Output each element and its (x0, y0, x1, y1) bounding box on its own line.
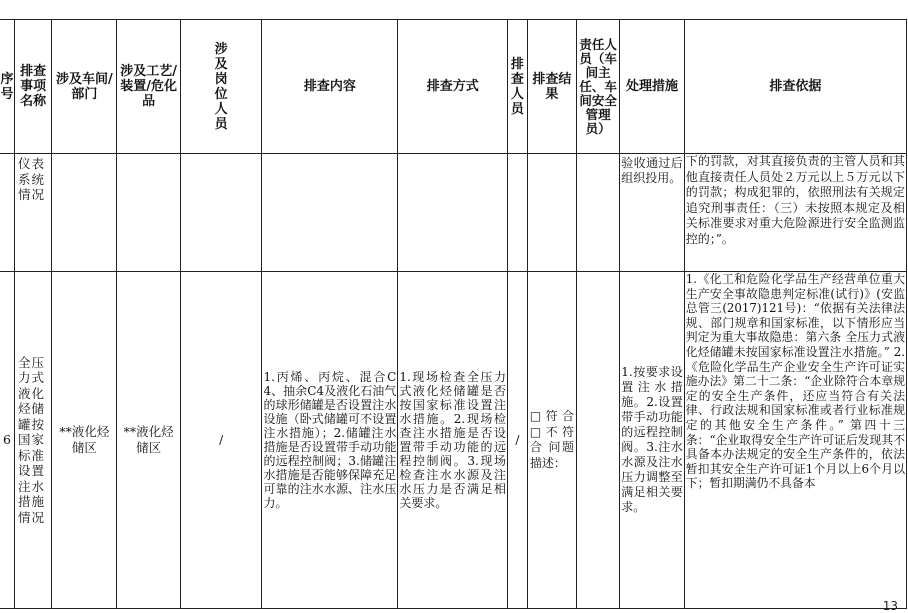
row1-measure: 验收通过后组织投用。 (620, 154, 685, 272)
row2-content: 1.丙烯、丙烷、混合C4、抽余C4及液化石油气的球形储罐是否设置注水设施（卧式储罐可不设置注水措施）；2.储罐注水措施是否设置带手动功能的远程控制阀；3.储罐注水措施是否能够保障充足可靠的注水水源、注水压力。 (262, 272, 398, 609)
row2-item: 全压力式液化烃储罐按国家标准设置注水措施情况 (14, 272, 51, 609)
row2-seq: 6 (0, 272, 14, 609)
table-row (0, 154, 907, 272)
header-responsible: 责任人员（车间主任、车间安全管理员） (577, 20, 620, 154)
header-method: 排查方式 (398, 20, 508, 154)
table-row (0, 272, 907, 609)
row2-responsible (577, 272, 620, 609)
header-workshop: 涉及车间/部门 (52, 20, 117, 154)
row1-workshop (52, 154, 117, 272)
row2-basis: 1.《化工和危险化学品生产经营单位重大生产安全事故隐患判定标准(试行)》(安监总管三(2017)121号)：“依据有关法律法规、部门规章和国家标准，以下情形应当判定为重大事故隐患：第六条 全压力式液化烃储罐未按国家标准设置注水措施。” 2.《危险化学品生产企业安全生产许可证实施办法》第二十二条：“企业除符合本章规定的安全生产条件，还应当符合有关法律、行政法规和国家标准或者行业标准规定的其他安全生产条件。” 第四十三条：“企业取得安全生产许可证后发现其不具备本办法规定的安全生产条件的，依法暂扣其安全生产许可证1个月以上6个月以下；暂扣期满仍不具备本 (684, 272, 906, 609)
header-post: 涉及岗位人员 (180, 20, 262, 154)
row1-post (180, 154, 262, 272)
inspection-table (0, 19, 907, 609)
header-seq: 序号 (0, 20, 14, 154)
header-person: 排查人员 (508, 20, 528, 154)
row2-result: □符合 □不符合 问题描述： (527, 272, 576, 609)
row2-measure: 1.按要求设置注水措施。2.设置带手动功能的远程控制阀。3.注水水源及注水压力调整至满足相关要求。 (620, 272, 685, 609)
row1-content (262, 154, 398, 272)
page-number: 13 (882, 599, 898, 613)
row1-person (508, 154, 528, 272)
row2-person: / (508, 272, 528, 609)
header-process: 涉及工艺/装置/危化品 (117, 20, 180, 154)
row1-seq (0, 154, 14, 272)
header-result: 排查结果 (527, 20, 576, 154)
row2-workshop: **液化烃储区 (52, 272, 117, 609)
row1-basis: 下的罚款，对其直接负责的主管人员和其他直接责任人员处２万元以上５万元以下的罚款；构成犯罪的，依照刑法有关规定追究刑事责任：（三）未按照本规定及相关标准要求对重大危险源进行安全监测监控的；”。 (684, 154, 906, 272)
header-row (0, 20, 907, 154)
row1-method (398, 154, 508, 272)
row1-item: 仪表系统情况 (14, 154, 51, 272)
row1-process (117, 154, 180, 272)
header-basis: 排查依据 (684, 20, 906, 154)
row1-responsible (577, 154, 620, 272)
row2-post: / (180, 272, 262, 609)
header-item: 排查事项名称 (14, 20, 51, 154)
row2-method: 1.现场检查全压力式液化烃储罐是否按国家标准设置注水措施。2.现场检查注水措施是否设置带手动功能的远程控制阀。3.现场检查注水水源及注水压力是否满足相关要求。 (398, 272, 508, 609)
row2-process: **液化烃储区 (117, 272, 180, 609)
header-content: 排查内容 (262, 20, 398, 154)
header-measure: 处理措施 (620, 20, 685, 154)
row1-result (527, 154, 576, 272)
